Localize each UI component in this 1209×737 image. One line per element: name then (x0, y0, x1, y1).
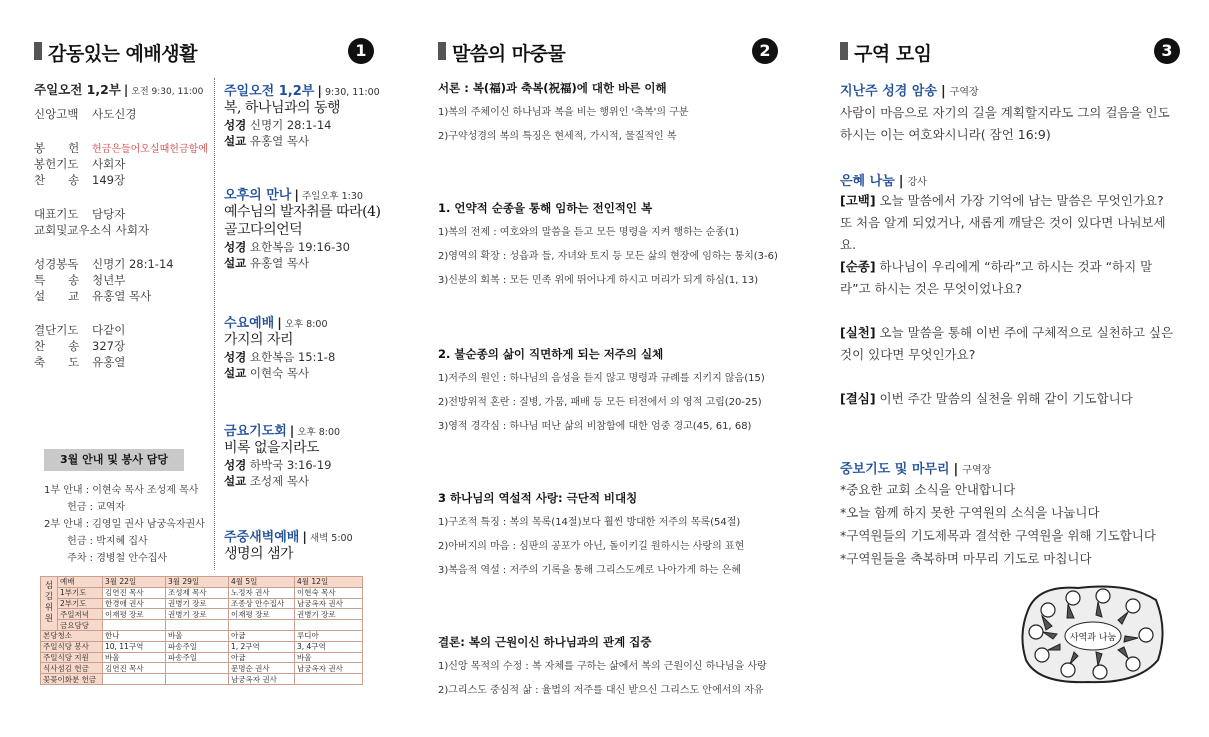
preacher-label: 설교 (224, 474, 247, 488)
duty-cell (295, 620, 363, 631)
duty-row (41, 609, 363, 620)
order-value: 327장 (92, 339, 126, 353)
duty-row (41, 674, 363, 685)
service-preacher: 설교 이현숙 목사 (224, 366, 310, 380)
order-label: 봉헌기도 (34, 157, 79, 171)
duty-cell: 조종상 안수집사 (229, 598, 295, 609)
duty-cell: 2부기도 (58, 598, 103, 609)
section-number-badge: 2 (752, 38, 778, 64)
duty-cell (166, 674, 229, 685)
question-tag: [고백] (840, 193, 876, 208)
sharing-question: [순종] 하나님이 우리에게 “하라”고 하시는 것과 “하지 말라”고 하시는 것은 무엇이었나요? (840, 259, 1153, 296)
duty-header-cell: 3월 22일 (103, 577, 166, 588)
duty-cell: 주일식당 지원 (41, 652, 103, 663)
service-item (224, 312, 384, 381)
order-gap (34, 238, 210, 256)
prayer-line: *구역원들을 축복하며 마무리 기도로 마칩니다 (840, 551, 1092, 566)
section-number-badge: 1 (348, 38, 374, 64)
service-heading (224, 420, 384, 439)
scripture-label: 성경 (224, 350, 247, 364)
duty-cell (103, 620, 166, 631)
service-item (224, 526, 384, 563)
preacher-label: 설교 (224, 134, 247, 148)
duty-cell: 남궁옥자 권사 (295, 598, 363, 609)
duty-header-cell: 4월 5일 (229, 577, 295, 588)
duty-cell: 남궁옥자 권사 (295, 663, 363, 674)
duty-cell: 바울 (295, 652, 363, 663)
memorize-verse: 사람이 마음으로 자기의 길을 계획할지라도 그의 걸음을 인도하시는 이는 여호와시니라( 잠언 16:9) (840, 105, 1170, 142)
duty-cell (103, 674, 166, 685)
duty-row (41, 652, 363, 663)
order-value: 사도신경 (92, 107, 137, 121)
service-sermon-subtitle: 골고다의언덕 (224, 222, 303, 238)
service-scripture: 성경 신명기 28:1-14 (224, 118, 332, 132)
duty-cell: 한나 (103, 630, 166, 641)
question-tag: [순종] (840, 259, 876, 274)
duty-cell: 루디아 (295, 630, 363, 641)
service-time: 주일오후 1:30 (301, 191, 363, 202)
order-row (34, 172, 210, 188)
order-label: 찬 송 (34, 339, 80, 353)
order-value: 담당자 (92, 207, 126, 221)
order-label: 결단기도 (34, 323, 79, 337)
duty-cell: 10, 11구역 (103, 641, 166, 652)
duty-cell: 김연진 목사 (103, 587, 166, 598)
order-label: 축 도 (34, 355, 80, 369)
order-row (34, 106, 210, 122)
duty-cell: 주일식당 봉사 (41, 641, 103, 652)
order-value: 헌금은들어오실때헌금함에 (92, 144, 208, 155)
service-scripture: 성경 요한복음 19:16-30 (224, 240, 350, 254)
service-time: 새벽 5:00 (309, 533, 353, 544)
order-gap (34, 304, 210, 322)
service-sermon-title: 가지의 자리 (224, 332, 294, 348)
notice-line: 헌금 : 교역자 (44, 502, 126, 513)
service-time: 9:30, 11:00 (324, 87, 380, 98)
duty-table (40, 576, 363, 685)
prayer-line: *중요한 교회 소식을 안내합니다 (840, 482, 1016, 497)
cell-group-column (840, 0, 1180, 737)
duty-cell: 조성제 목사 (166, 587, 229, 598)
outline-point: 3)신분의 회복 : 모든 민족 위에 뛰어나게 하시고 머리가 되게 하심(1, 13) (438, 275, 759, 286)
order-value: 149장 (92, 173, 126, 187)
outline-point: 2)구약성경의 복의 특징은 현세적, 가시적, 물질적인 복 (438, 131, 677, 142)
duty-cell: 본당청소 (41, 630, 103, 641)
duty-row (41, 641, 363, 652)
outline-point: 1)구조적 특징 : 복의 목록(14절)보다 훨씬 방대한 저주의 목록(54절) (438, 517, 741, 528)
order-row (34, 338, 210, 354)
order-row (34, 256, 210, 272)
duty-cell: 김연진 목사 (103, 663, 166, 674)
service-sermon-title: 예수님의 발자취를 따라(4) (224, 204, 381, 220)
duty-row (41, 577, 363, 588)
order-label: 성경봉독 (34, 257, 79, 271)
order-value: 유홍열 (92, 355, 126, 369)
service-item (224, 420, 384, 489)
outline-point: 1)신앙 목적의 수정 : 복 자체를 구하는 삶에서 복의 근원이신 하나님을 사랑 (438, 661, 767, 672)
service-heading (224, 80, 384, 99)
outline-heading: 2. 불순종의 삶이 직면하게 되는 저주의 실체 (438, 347, 664, 361)
service-time: 오후 8:00 (297, 427, 341, 438)
question-tag: [실천] (840, 325, 876, 340)
section-title: 구역 모임 (854, 43, 932, 65)
order-header-name: 주일오전 1,2부 (34, 82, 121, 97)
duty-cell: 바울 (166, 630, 229, 641)
service-sermon-title: 복, 하나님과의 동행 (224, 100, 341, 116)
question-tag: [결심] (840, 391, 876, 406)
duty-cell (229, 620, 295, 631)
outline-heading: 1. 언약적 순종을 통해 임하는 전인적인 복 (438, 201, 653, 215)
duty-cell: 권병기 장로 (295, 609, 363, 620)
sharing-question: [결심] 이번 주간 말씀의 실천을 위해 같이 기도합니다 (840, 391, 1133, 406)
order-row (34, 140, 210, 156)
prayer-title: 중보기도 및 마무리 (840, 462, 950, 477)
service-scripture: 성경 요한복음 15:1-8 (224, 350, 336, 364)
duty-header-cell: 예배 (58, 577, 103, 588)
duty-cell: 금요담당 (58, 620, 103, 631)
duty-cell: 권병기 장로 (166, 609, 229, 620)
duty-row (41, 663, 363, 674)
order-row (34, 354, 210, 370)
scripture-label: 성경 (224, 118, 247, 132)
grace-title: 은혜 나눔 (840, 174, 895, 189)
order-value: 다같이 (92, 323, 126, 337)
service-item (224, 80, 384, 149)
outline-point: 3)복음적 역설 : 저주의 기록을 통해 그리스도께로 나아가게 하는 은혜 (438, 565, 742, 576)
service-heading (224, 526, 384, 545)
duty-cell: 아굽 (229, 630, 295, 641)
service-name: 오후의 만나 (224, 188, 292, 203)
service-separator: | (289, 423, 295, 438)
duty-cell: 파송주일 (166, 641, 229, 652)
duty-side-label: 섬김위원 (41, 577, 58, 631)
preacher-label: 설교 (224, 256, 247, 270)
service-name: 주중새벽예배 (224, 530, 300, 545)
order-label: 찬 송 (34, 173, 80, 187)
duty-row (41, 620, 363, 631)
notice-line: 주차 : 경병철 안수집사 (44, 553, 168, 564)
duty-cell (166, 620, 229, 631)
sharing-question: [실천] 오늘 말씀을 통해 이번 주에 구체적으로 실천하고 싶은 것이 있다면 무엇인가요? (840, 325, 1174, 362)
illustration-group-sharing (1018, 580, 1168, 688)
outline-point: 2)그리스도 중심적 삶 : 율법의 저주를 대신 받으신 그리스도 안에서의 자유 (438, 685, 764, 696)
service-heading (224, 184, 384, 203)
duty-cell: 1부기도 (58, 587, 103, 598)
service-separator: | (317, 83, 322, 98)
duty-cell: 파송주일 (166, 652, 229, 663)
notice-title: 3월 안내 및 봉사 담당 (44, 449, 184, 471)
duty-header-cell: 3월 29일 (166, 577, 229, 588)
duty-cell (166, 663, 229, 674)
service-item (224, 184, 384, 271)
service-preacher: 설교 조성제 목사 (224, 474, 310, 488)
outline-point: 2)전방위적 혼란 : 질병, 가뭄, 패배 등 모든 터전에서 의 영적 고립(20-25) (438, 397, 762, 408)
outline-point: 1)저주의 원인 : 하나님의 음성을 듣지 않고 명령과 규례를 지키지 않음(15) (438, 373, 765, 384)
duty-cell: 이현숙 목사 (295, 587, 363, 598)
order-label: 교회및교우소식 (34, 223, 112, 237)
preacher-label: 설교 (224, 366, 247, 380)
service-separator: | (277, 315, 282, 330)
outline-point: 2)아버지의 마음 : 심판의 공포가 아닌, 돌이키길 원하시는 사랑의 표현 (438, 541, 745, 552)
section-title: 감동있는 예배생활 (48, 43, 197, 65)
duty-cell: 아굽 (229, 652, 295, 663)
memorize-title: 지난주 성경 암송 (840, 84, 937, 99)
outline-point: 1)복의 주체이신 하나님과 복을 비는 행위인 '축복'의 구분 (438, 107, 689, 118)
outline-point: 2)영역의 확장 : 성읍과 들, 자녀와 토지 등 모든 삶의 현장에 임하는 통치(3-6) (438, 251, 778, 262)
order-row (34, 288, 210, 304)
notice-line: 헌금 : 박지혜 집사 (44, 536, 148, 547)
section-title: 말씀의 마중물 (452, 43, 566, 65)
column-divider (214, 78, 215, 570)
order-header: 주일오전 1,2부 | 오전 9:30, 11:00 (34, 82, 204, 97)
service-name: 금요기도회 (224, 424, 287, 439)
duty-header-cell: 4월 12일 (295, 577, 363, 588)
section-number-badge: 3 (1154, 38, 1180, 64)
prayer-leader: 구역장 (962, 465, 992, 476)
order-label: 신앙고백 (34, 107, 79, 121)
order-row (34, 222, 210, 238)
duty-cell: 노정자 권사 (229, 587, 295, 598)
duty-cell (295, 674, 363, 685)
order-value: 사회자 (92, 157, 126, 171)
order-row (34, 156, 210, 172)
duty-cell: 주일저녁 (58, 609, 103, 620)
section-header-sermon (438, 38, 778, 64)
section-bar-icon (438, 42, 446, 60)
sermon-column (438, 0, 778, 737)
order-label: 설 교 (34, 289, 80, 303)
duty-cell: 3, 4구역 (295, 641, 363, 652)
service-name: 수요예배 (224, 316, 275, 331)
duty-row (41, 598, 363, 609)
service-separator: | (294, 187, 299, 202)
order-header-time: 오전 9:30, 11:00 (131, 87, 204, 97)
memorize-heading: 지난주 성경 암송 | 구역장 (840, 84, 979, 99)
duty-cell: 식사섬김 헌금 (41, 663, 103, 674)
service-sermon-title: 생명의 샘가 (224, 546, 294, 562)
memorize-leader: 구역장 (949, 87, 979, 98)
duty-cell: 남궁옥자 권사 (229, 674, 295, 685)
duty-cell: 바울 (103, 652, 166, 663)
notice-list (44, 482, 214, 567)
duty-row (41, 587, 363, 598)
prayer-line: *구역원들의 기도제목과 결석한 구역원을 위해 기도합니다 (840, 528, 1156, 543)
order-value: 유홍열 목사 (92, 289, 152, 303)
duty-row (41, 630, 363, 641)
section-header-worship (34, 38, 374, 64)
outline-point: 1)복의 전제 : 여호와의 말씀을 듣고 모든 명령을 지켜 행하는 순종(1) (438, 227, 740, 238)
order-row (34, 206, 210, 222)
service-preacher: 설교 유홍열 목사 (224, 134, 310, 148)
outline-point: 3)영적 경각심 : 하나님 떠난 삶의 비참함에 대한 엄중 경고(45, 61, 68) (438, 421, 752, 432)
outline-heading: 결론: 복의 근원이신 하나님과의 관계 집중 (438, 635, 652, 649)
order-value: 사회자 (115, 223, 150, 237)
outline-heading: 서론 : 복(福)과 축복(祝福)에 대한 바른 이해 (438, 81, 667, 95)
order-gap (34, 122, 210, 140)
worship-order-list (34, 106, 210, 370)
duty-cell: 1, 2구역 (229, 641, 295, 652)
worship-column (34, 0, 381, 737)
order-row (34, 272, 210, 288)
service-name: 주일오전 1,2부 (224, 84, 315, 99)
sharing-question: [고백] 오늘 말씀에서 가장 기억에 남는 말씀은 무엇인가요? 또 처음 알게 되었거나, 새롭게 깨달은 것이 있다면 나눠보세요. (840, 193, 1166, 252)
section-bar-icon (34, 42, 42, 60)
grace-leader: 강사 (907, 177, 927, 188)
notice-line: 1부 안내 : 이현숙 목사 조성제 목사 (44, 485, 199, 496)
scripture-label: 성경 (224, 240, 247, 254)
service-heading (224, 312, 384, 331)
section-bar-icon (840, 42, 848, 60)
order-label: 대표기도 (34, 207, 79, 221)
service-sermon-title: 비록 없을지라도 (224, 440, 320, 456)
order-value: 신명기 28:1-14 (92, 257, 174, 271)
illustration-label: 사역과 나눔 (1069, 633, 1117, 643)
duty-cell: 권병기 장로 (166, 598, 229, 609)
order-value: 청년부 (92, 273, 126, 287)
order-gap (34, 188, 210, 206)
service-preacher: 설교 유홍열 목사 (224, 256, 310, 270)
grace-heading: 은혜 나눔 | 강사 (840, 174, 927, 189)
prayer-heading: 중보기도 및 마무리 | 구역장 (840, 462, 992, 477)
section-header-cell (840, 38, 1180, 64)
duty-cell: 문명순 권사 (229, 663, 295, 674)
service-time: 오후 8:00 (284, 319, 328, 330)
duty-cell: 이재평 장로 (229, 609, 295, 620)
duty-cell: 한경애 권사 (103, 598, 166, 609)
service-scripture: 성경 하박국 3:16-19 (224, 458, 332, 472)
notice-line: 2부 안내 : 김영일 권사 남궁옥자권사 (44, 519, 205, 530)
scripture-label: 성경 (224, 458, 247, 472)
order-label: 특 송 (34, 273, 80, 287)
outline-heading: 3 하나님의 역설적 사랑: 극단적 비대칭 (438, 491, 638, 505)
duty-cell: 꽃꽂이화분 헌금 (41, 674, 103, 685)
order-label: 봉 헌 (34, 141, 80, 155)
prayer-line: *오늘 함께 하지 못한 구역원의 소식을 나눕니다 (840, 505, 1100, 520)
order-row (34, 322, 210, 338)
duty-cell: 이재평 장로 (103, 609, 166, 620)
service-separator: | (302, 529, 307, 544)
